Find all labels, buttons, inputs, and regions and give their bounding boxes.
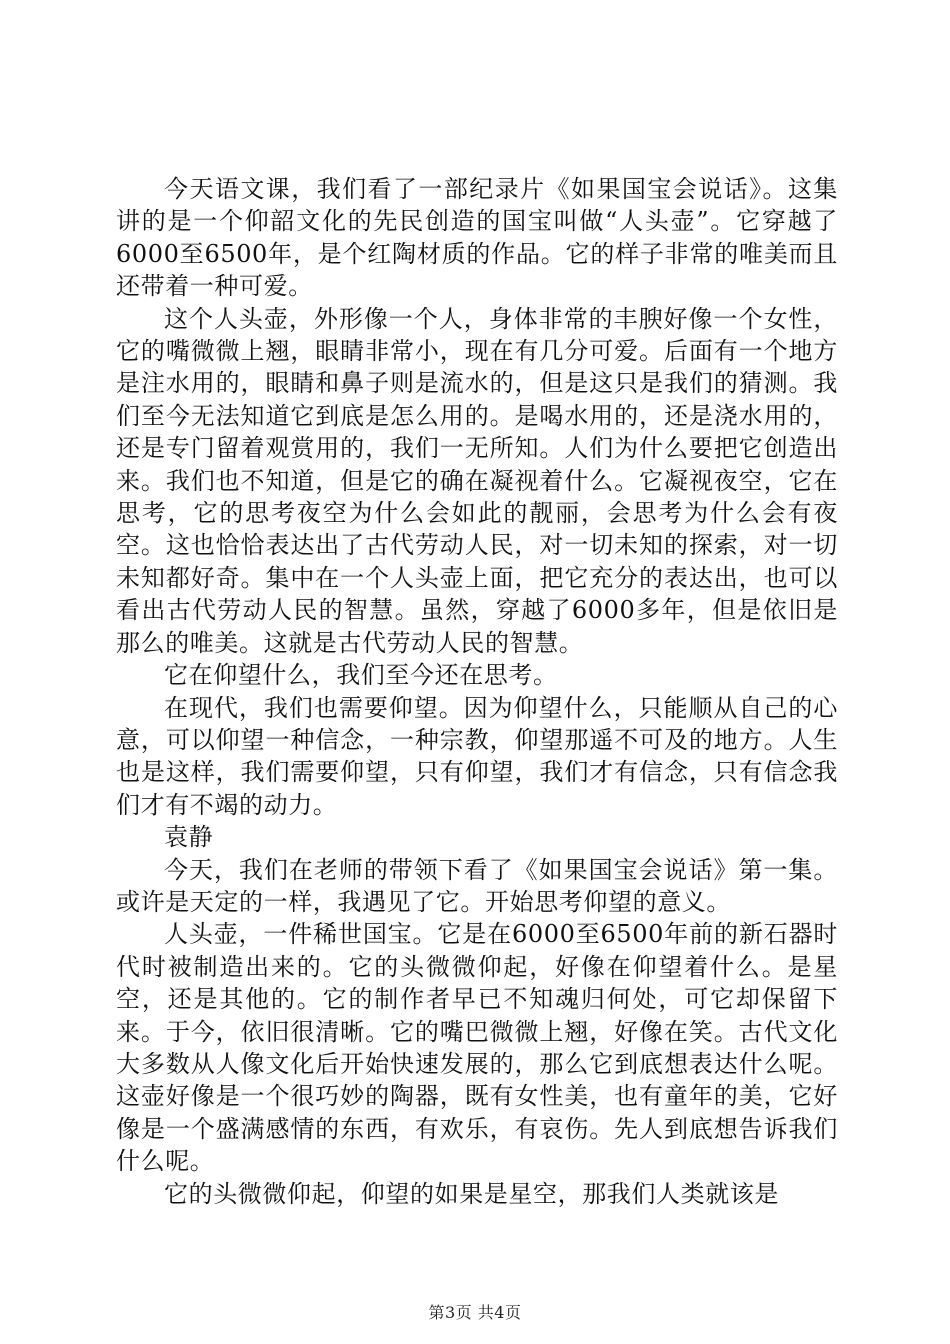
paragraph-5: 今天，我们在老师的带领下看了《如果国宝会说话》第一集。或许是天定的一样，我遇见了它。开始思考仰望的意义。	[116, 855, 838, 916]
document-body	[116, 173, 838, 1210]
paragraph-3: 它在仰望什么，我们至今还在思考。	[164, 661, 558, 690]
paragraph-7: 它的头微微仰起，仰望的如果是星空，那我们人类就该是	[164, 1179, 779, 1208]
author-name: 袁静	[164, 823, 214, 852]
paragraph-4: 在现代，我们也需要仰望。因为仰望什么，只能顺从自己的心意，可以仰望一种信念，一种宗教，仰望那遥不可及的地方。人生也是这样，我们需要仰望，只有仰望，我们才有信念，只有信念我们才有不竭的动力。	[116, 693, 838, 819]
paragraph-1: 今天语文课，我们看了一部纪录片《如果国宝会说话》。这集讲的是一个仰韶文化的先民创造的国宝叫做“人头壶”。它穿越了6000至6500年，是个红陶材质的作品。它的样子非常的唯美而且还带着一种可爱。	[116, 175, 838, 301]
paragraph-2: 这个人头壶，外形像一个人，身体非常的丰腴好像一个女性，它的嘴微微上翘，眼睛非常小，现在有几分可爱。后面有一个地方是注水用的，眼睛和鼻子则是流水的，但是这只是我们的猜测。我们至今无法知道它到底是怎么用的。是喝水用的，还是浇水用的，还是专门留着观赏用的，我们一无所知。人们为什么要把它创造出来。我们也不知道，但是它的确在凝视着什么。它凝视夜空，它在思考，它的思考夜空为什么会如此的靓丽，会思考为什么会有夜空。这也恰恰表达出了古代劳动人民，对一切未知的探索，对一切未知都好奇。集中在一个人头壶上面，把它充分的表达出，也可以看出古代劳动人民的智慧。虽然，穿越了6000多年，但是依旧是那么的唯美。这就是古代劳动人民的智慧。	[116, 304, 838, 657]
paragraph-6: 人头壶，一件稀世国宝。它是在6000至6500年前的新石器时代时被制造出来的。它的头微微仰起，好像在仰望着什么。是星空，还是其他的。它的制作者早已不知魂归何处，可它却保留下来。于今，依旧很清晰。它的嘴巴微微上翘，好像在笑。古代文化大多数从人像文化后开始快速发展的，那么它到底想表达什么呢。这壶好像是一个很巧妙的陶器，既有女性美，也有童年的美，它好像是一个盛满感情的东西，有欢乐，有哀伤。先人到底想告诉我们什么呢。	[116, 920, 838, 1176]
page-footer: 第3页 共4页	[428, 1303, 522, 1322]
